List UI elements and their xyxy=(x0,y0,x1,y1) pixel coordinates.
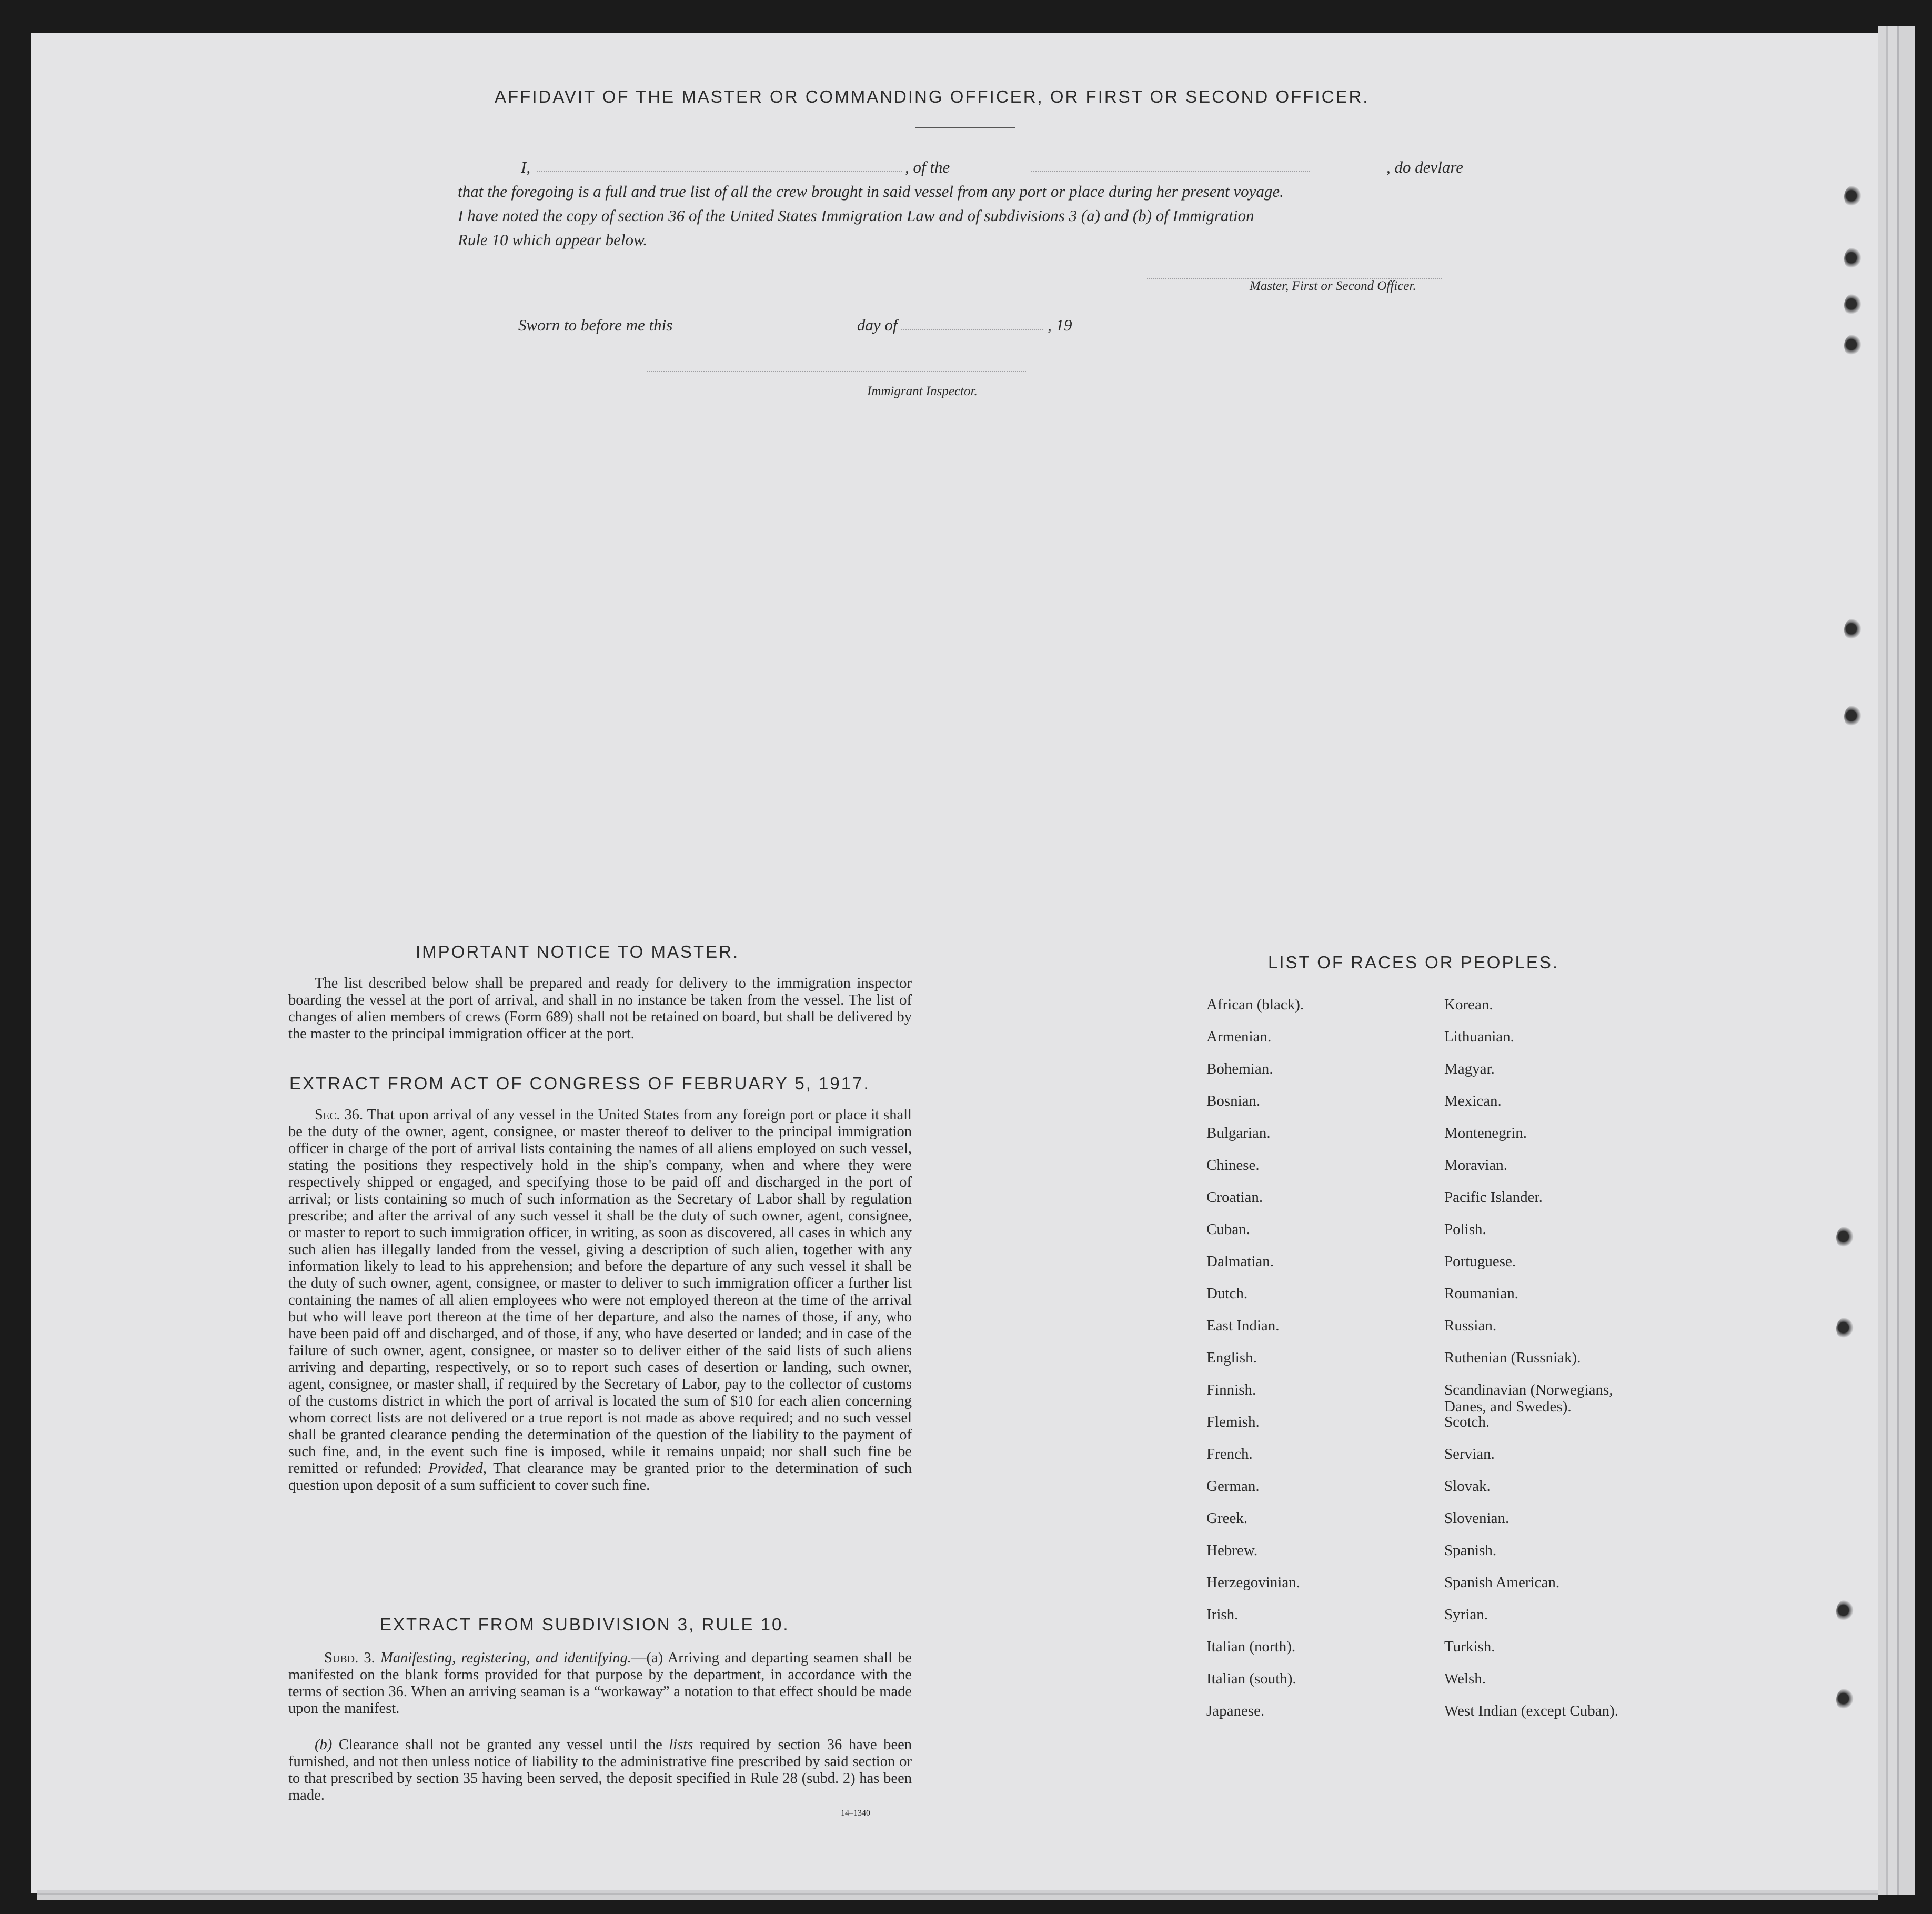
race-item: Lithuanian. xyxy=(1444,1028,1514,1045)
binder-hole xyxy=(1844,294,1862,317)
vessel-blank-line xyxy=(1031,171,1310,172)
race-item: Scotch. xyxy=(1444,1414,1490,1430)
race-item: Hebrew. xyxy=(1206,1542,1258,1559)
binder-hole xyxy=(1836,1688,1854,1711)
races-list-left xyxy=(1206,996,1427,1735)
inspector-signature-line xyxy=(647,371,1026,372)
subdivision-b-start: Clearance shall not be granted any vessel until the xyxy=(338,1737,662,1753)
race-item: Herzegovinian. xyxy=(1206,1574,1300,1591)
race-item: Turkish. xyxy=(1444,1638,1495,1655)
race-item: Japanese. xyxy=(1206,1702,1265,1719)
race-item: Mexican. xyxy=(1444,1093,1502,1109)
subdivision-b-text xyxy=(288,1737,912,1804)
affidavit-statement xyxy=(458,155,1510,252)
race-item: Spanish American. xyxy=(1444,1574,1560,1591)
race-item: Armenian. xyxy=(1206,1028,1272,1045)
race-item: Welsh. xyxy=(1444,1670,1486,1687)
race-item: Moravian. xyxy=(1444,1157,1507,1174)
subdivision-b-rest: required by section 36 have been furnished, and not then unless notice of liability to the administrative fine prescribed by said section or to that prescribed by section 35 having been served, the deposit specified in Rule 28 (subd. 2) has been made. xyxy=(288,1737,912,1803)
race-item: Finnish. xyxy=(1206,1381,1256,1398)
binder-hole xyxy=(1844,185,1862,208)
notice-title: IMPORTANT NOTICE TO MASTER. xyxy=(416,942,740,961)
race-item: Bosnian. xyxy=(1206,1093,1261,1109)
race-item: West Indian (except Cuban). xyxy=(1444,1702,1619,1719)
inspector-caption: Immigrant Inspector. xyxy=(867,384,978,398)
subdivision-b-lists: lists xyxy=(669,1737,693,1753)
race-item: Montenegrin. xyxy=(1444,1125,1527,1141)
race-item: Croatian. xyxy=(1206,1189,1263,1206)
page-stack-edges xyxy=(1878,26,1915,1895)
form-number: 14–1340 xyxy=(841,1809,870,1818)
race-item: Greek. xyxy=(1206,1510,1248,1527)
provided-word: Provided, xyxy=(428,1460,487,1477)
affidavit-i-label: I, xyxy=(521,158,531,176)
race-item: Flemish. xyxy=(1206,1414,1260,1430)
binder-hole xyxy=(1844,334,1862,357)
section-36-end: That clearance may be granted prior to the determination of such question upon deposit of a sum sufficient to cover such fine. xyxy=(288,1460,912,1494)
notice-paragraph: The list described below shall be prepared and ready for delivery to the immigration inspector boarding the vessel at the port of arrival, and shall in no instance be taken from the vessel. The list of changes of alien members of crews (Form 689) shall not be retained on board, but shall be delivered by the master to the principal immigration officer at the port. xyxy=(288,975,912,1042)
affidavit-title: AFFIDAVIT OF THE MASTER OR COMMANDING OFFICER, OR FIRST OR SECOND OFFICER. xyxy=(495,87,1370,106)
race-item: English. xyxy=(1206,1349,1257,1366)
race-item: Cuban. xyxy=(1206,1221,1250,1238)
race-item: Bohemian. xyxy=(1206,1060,1273,1077)
binder-hole xyxy=(1836,1317,1854,1340)
race-item: Polish. xyxy=(1444,1221,1486,1238)
race-item: Dalmatian. xyxy=(1206,1253,1274,1270)
name-blank-line xyxy=(537,171,902,172)
subdivision-b-label: (b) xyxy=(315,1737,333,1753)
sworn-day-of: day of xyxy=(857,316,898,334)
affidavit-of-the-label: , of the xyxy=(905,158,950,176)
sworn-prefix: Sworn to before me this xyxy=(518,316,673,334)
subdivision-heading: Manifesting, registering, and identifying. xyxy=(380,1650,631,1666)
race-item: Spanish. xyxy=(1444,1542,1497,1559)
race-item: Roumanian. xyxy=(1444,1285,1518,1302)
race-item: Irish. xyxy=(1206,1606,1239,1623)
title-divider xyxy=(915,127,1015,128)
races-title: LIST OF RACES OR PEOPLES. xyxy=(1268,953,1559,972)
sworn-statement xyxy=(518,316,1072,335)
race-item: Scandinavian (Norwegians, Danes, and Swedes). xyxy=(1444,1381,1613,1415)
races-list-right xyxy=(1444,996,1718,1735)
subdivision-a-body: —(a) Arriving and departing seamen shall be manifested on the blank forms provided for that purpose by the department, in accordance with the terms of section 36. When an arriving seaman is a “workaway” a notation to that effect should be made upon the manifest. xyxy=(288,1650,912,1717)
act-extract-title: EXTRACT FROM ACT OF CONGRESS OF FEBRUARY 5, 1917. xyxy=(289,1074,870,1093)
race-item: German. xyxy=(1206,1478,1260,1495)
race-item: African (black). xyxy=(1206,996,1304,1013)
race-item: Servian. xyxy=(1444,1446,1495,1462)
affidavit-declare-label: , do devlare xyxy=(1386,158,1464,176)
race-item: Magyar. xyxy=(1444,1060,1495,1077)
race-item: Italian (north). xyxy=(1206,1638,1296,1655)
rule-extract-title: EXTRACT FROM SUBDIVISION 3, RULE 10. xyxy=(380,1615,790,1634)
race-item: Slovenian. xyxy=(1444,1510,1510,1527)
notice-text xyxy=(288,975,912,1043)
race-item: Slovak. xyxy=(1444,1478,1491,1495)
binder-hole xyxy=(1836,1600,1854,1623)
subdivision-a-text xyxy=(288,1650,912,1717)
race-item: Russian. xyxy=(1444,1317,1497,1334)
race-item: French. xyxy=(1206,1446,1253,1462)
race-item: Dutch. xyxy=(1206,1285,1248,1302)
section-label: Sec. 36. xyxy=(315,1107,364,1123)
subdivision-label: Subd. 3. xyxy=(324,1650,375,1666)
affidavit-line-4: Rule 10 which appear below. xyxy=(458,231,648,249)
section-36-text xyxy=(288,1107,912,1494)
signature-caption: Master, First or Second Officer. xyxy=(1250,279,1416,293)
binder-hole xyxy=(1844,618,1862,642)
race-item: Korean. xyxy=(1444,996,1493,1013)
race-item: Chinese. xyxy=(1206,1157,1260,1174)
page-stack-bottom-edge xyxy=(37,1890,1878,1900)
race-item: East Indian. xyxy=(1206,1317,1280,1334)
binder-hole xyxy=(1844,247,1862,270)
race-item: Syrian. xyxy=(1444,1606,1488,1623)
affidavit-line-2: that the foregoing is a full and true list of all the crew brought in said vessel from any port or place during her present voyage. xyxy=(458,182,1284,201)
race-item: Portuguese. xyxy=(1444,1253,1516,1270)
race-item: Ruthenian (Russniak). xyxy=(1444,1349,1581,1366)
race-item: Bulgarian. xyxy=(1206,1125,1271,1141)
sworn-year: , 19 xyxy=(1047,316,1072,334)
binder-hole xyxy=(1844,705,1862,728)
affidavit-line-3: I have noted the copy of section 36 of the United States Immigration Law and of subdivisions 3 (a) and (b) of Immigration xyxy=(458,206,1254,225)
section-36-body: That upon arrival of any vessel in the United States from any foreign port or place it shall be the duty of the owner, agent, consignee, or master thereof to deliver to the principal immigration officer in charge of the port of arrival lists containing the names of all aliens employed on such vessel, stating the positions they respectively hold in the ship's company, when and where they were respectively shipped or engaged, and specifying those to be paid off and discharged in the port of arrival; or lists containing so much of such information as the Secretary of Labor shall by regulation prescribe; and after the arrival of any such vessel it shall be the duty of such owner, agent, consignee, or master to report to such immigration officer, in writing, as soon as discovered, all cases in which any such alien has illegally landed from the vessel, giving a description of such alien, together with any information likely to lead to his apprehension; and before the departure of any such vessel it shall be the duty of such owner, agent, consignee, or master to deliver to such immigration officer a further list containing the names of all alien employees who were not employed thereon at the time of the arrival but who will leave port thereon at the time of her departure, and also the names of those, if any, who have been paid off and discharged, and of those, if any, who have deserted or landed; and in case of the failure of such owner, agent, consignee, or master so to deliver either of the said lists of such aliens arriving and departing, respectively, or so to report such cases of desertion or landing, such owner, agent, consignee, or master shall, if required by the Secretary of Labor, pay to the collector of customs of the customs district in which the port of arrival is located the sum of $10 for each alien concerning whom correct lists are not delivered or a true report is not made as above required; and no such vessel shall be granted clearance pending the determination of the question of the liability to the payment of such fine, and, in the event such fine is imposed, while it remains unpaid; nor shall such fine be remitted or refunded: xyxy=(288,1107,912,1477)
race-item: Italian (south). xyxy=(1206,1670,1296,1687)
binder-hole xyxy=(1836,1226,1854,1249)
race-item: Pacific Islander. xyxy=(1444,1189,1543,1206)
